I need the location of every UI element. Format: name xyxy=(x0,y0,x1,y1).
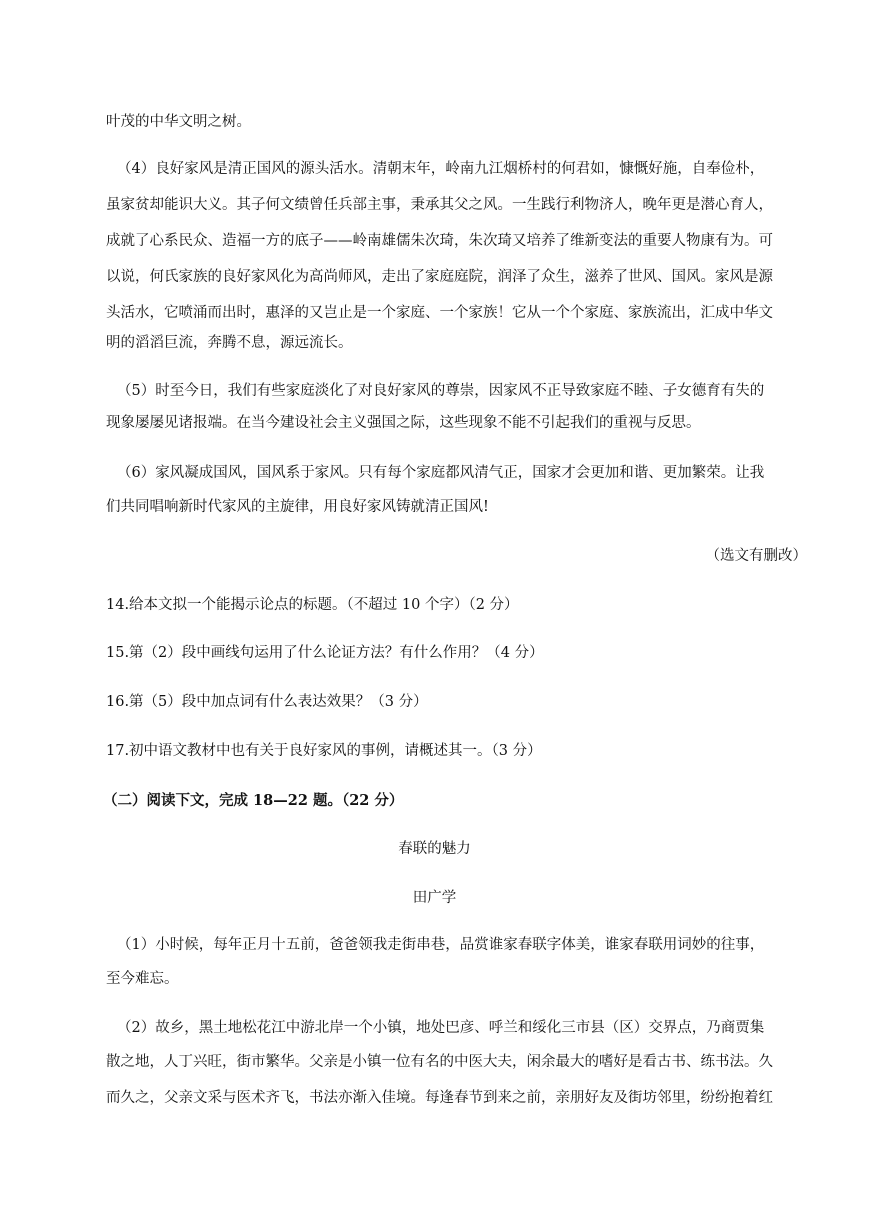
article-paragraph-1-line: 至今难忘。 xyxy=(106,971,179,987)
paragraph-4-line: 明的滔滔巨流，奔腾不息，源远流长。 xyxy=(106,335,353,351)
article-author: 田广学 xyxy=(412,890,457,906)
paragraph-5-line: 现象屡屡见诸报端。在当今建设社会主义强国之际，这些现象不能不引起我们的重视与反思。 xyxy=(106,415,701,431)
article-paragraph-2-line: （2）故乡，黑土地松花江中游北岸一个小镇，地处巴彦、呼兰和绥化三市县（区）交界点，乃商贾集 xyxy=(117,1020,765,1036)
question-14: 14.给本文拟一个能揭示论点的标题。（不超过 10 个字）（2 分） xyxy=(106,597,519,613)
source-note: （选文有删改） xyxy=(705,548,807,564)
question-16: 16.第（5）段中加点词有什么表达效果？（3 分） xyxy=(106,694,428,710)
paragraph-6-line: 们共同唱响新时代家风的主旋律，用良好家风铸就清正国风! xyxy=(106,499,489,515)
article-title: 春联的魅力 xyxy=(398,841,471,857)
paragraph-4-line: 虽家贫却能识大义。其子何文绩曾任兵部主事，秉承其父之风。一生践行利物济人，晚年更是潜心育人， xyxy=(106,197,773,213)
article-paragraph-1-line: （1）小时候，每年正月十五前，爸爸领我走街串巷，品赏谁家春联字体美，谁家春联用词妙的往事， xyxy=(117,937,765,953)
paragraph-4-line: 头活水，它喷涌而出时，惠泽的又岂止是一个家庭、一个家族！它从一个个家庭、家族流出，汇成中华文 xyxy=(106,305,773,321)
question-17: 17.初中语文教材中也有关于良好家风的事例，请概述其一。（3 分） xyxy=(106,743,542,759)
paragraph-3-tail: 叶茂的中华文明之树。 xyxy=(106,114,251,130)
paragraph-6-line: （6）家风凝成国风，国风系于家风。只有每个家庭都风清气正，国家才会更加和谐、更加繁荣。让我 xyxy=(117,465,765,481)
article-paragraph-2-line: 散之地，人丁兴旺，街市繁华。父亲是小镇一位有名的中医大夫，闲余最大的嗜好是看古书、练书法。久 xyxy=(106,1054,773,1070)
question-15: 15.第（2）段中画线句运用了什么论证方法？有什么作用？（4 分） xyxy=(106,645,544,661)
article-paragraph-2-line: 而久之，父亲文采与医术齐飞，书法亦渐入佳境。每逢春节到来之前，亲朋好友及街坊邻里，纷纷抱着红 xyxy=(106,1090,773,1106)
paragraph-4-line: （4）良好家风是清正国风的源头活水。清朝末年，岭南九江烟桥村的何君如，慷慨好施，自奉俭朴， xyxy=(117,161,765,177)
paragraph-4-line: 成就了心系民众、造福一方的底子——岭南雄儒朱次琦，朱次琦又培养了维新变法的重要人物康有为。可 xyxy=(106,233,773,249)
paragraph-4-line: 以说，何氏家族的良好家风化为高尚师风，走出了家庭庭院，润泽了众生，滋养了世风、国风。家风是源 xyxy=(106,269,773,285)
paragraph-5-line: （5）时至今日，我们有些家庭淡化了对良好家风的尊崇，因家风不正导致家庭不睦、子女德育有失的 xyxy=(117,383,765,399)
section-heading: （二）阅读下文，完成 18—22 题。（22 分） xyxy=(103,792,404,809)
